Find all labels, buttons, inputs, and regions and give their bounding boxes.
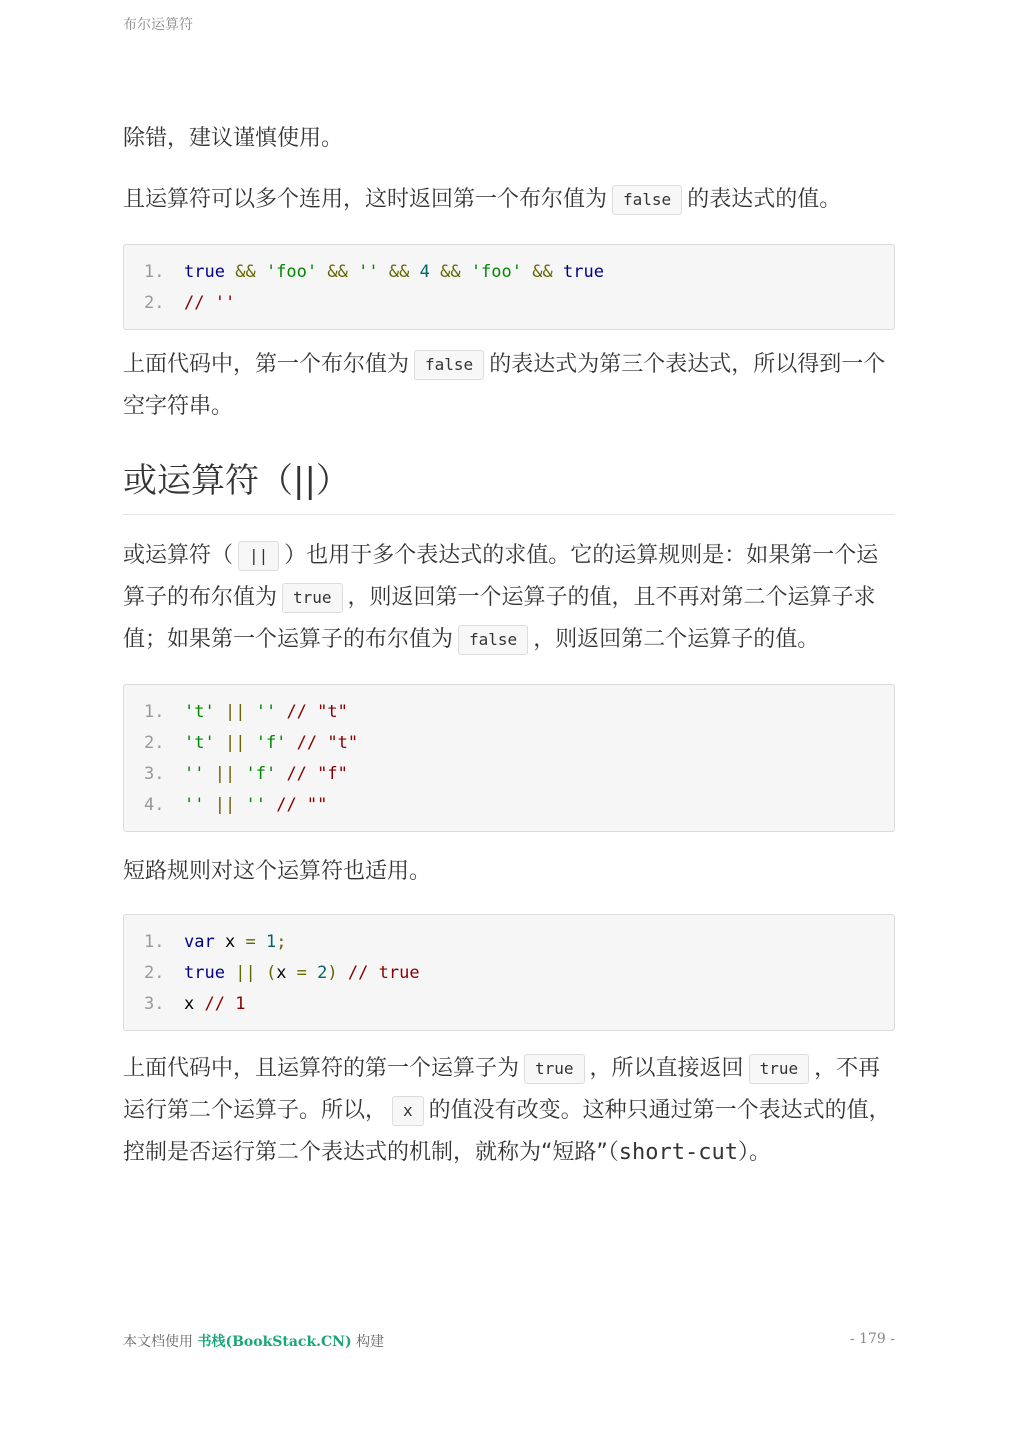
code-token (235, 764, 245, 784)
code-token (215, 733, 225, 753)
paragraph-4-text-b: ）也用于多个表达式的求值。它的运算规则是：如果第一个运算子的布尔值为 (123, 543, 879, 610)
code-token: '' (184, 795, 205, 815)
section-heading-or-operator: 或运算符（||） (123, 458, 895, 515)
paragraph-2-text-a: 且运算符可以多个连用，这时返回第一个布尔值为 (123, 187, 608, 212)
code-token: true (562, 262, 604, 282)
code-token: '' (245, 795, 266, 815)
code-line (144, 927, 874, 958)
code-token: && (327, 262, 348, 282)
code-line (144, 790, 874, 821)
line-number: 2. (144, 293, 165, 313)
paragraph-2-text-b: 的表达式的值。 (687, 187, 842, 212)
paragraph-5: 短路规则对这个运算符也适用。 (123, 859, 432, 884)
page-content (123, 118, 895, 1174)
paragraph-3 (123, 344, 895, 428)
line-number: 3. (144, 994, 165, 1014)
code-line (144, 257, 874, 288)
code-token: true (184, 963, 225, 983)
code-token: ; (276, 932, 287, 952)
code-token (522, 262, 532, 282)
line-number: 1. (144, 702, 165, 722)
code-token: = (296, 963, 307, 983)
code-token (317, 262, 327, 282)
code-token (245, 733, 255, 753)
code-token: && (235, 262, 256, 282)
code-token: 2 (317, 963, 328, 983)
code-token: // "" (276, 795, 328, 815)
code-token: // "t" (286, 702, 348, 722)
running-header: 布尔运算符 (123, 17, 193, 33)
code-line (144, 288, 874, 319)
code-token: 'f' (255, 733, 287, 753)
code-token: 'foo' (470, 262, 522, 282)
code-token (256, 932, 266, 952)
inline-mono-short-cut: short-cut (618, 1140, 739, 1165)
inline-code-true: true (282, 583, 343, 613)
inline-code-true: true (524, 1054, 585, 1084)
paragraph-6-text-d: 的值没有改变。这种只通过第一个表达式的值，控制是否运行第二个表达式的机制，就称为“短路”（ (123, 1098, 891, 1165)
code-token: // "t" (296, 733, 359, 753)
paragraph-6 (123, 1048, 895, 1174)
code-token: || (235, 963, 256, 983)
code-token (553, 262, 563, 282)
code-token (307, 963, 317, 983)
paragraph-4-text-a: 或运算符（ (123, 543, 234, 568)
code-token (286, 733, 296, 753)
inline-code-x: x (392, 1096, 424, 1126)
code-token (266, 795, 276, 815)
footer-suffix: 构建 (356, 1334, 385, 1350)
paragraph-1: 除错，建议谨慎使用。 (123, 126, 344, 151)
code-token (276, 702, 286, 722)
page-number: - 179 - (849, 1331, 895, 1347)
code-token: || (224, 733, 246, 753)
code-token: || (214, 764, 236, 784)
paragraph-3-text-b: 的表达式为第三个表达式，所以得到一个空字符串。 (123, 352, 886, 419)
code-line (144, 958, 874, 989)
code-token: '' (358, 262, 379, 282)
code-token (225, 262, 235, 282)
code-token: // '' (184, 293, 236, 313)
code-token: x (184, 994, 205, 1014)
paragraph-4-text-c: ，则返回第一个运算子的值，且不再对第二个运算子求值；如果第一个运算子的布尔值为 (123, 585, 876, 652)
code-token: // true (347, 963, 420, 983)
code-token (215, 702, 225, 722)
paragraph-6-text-a: 上面代码中，且运算符的第一个运算子为 (123, 1056, 520, 1081)
code-token: || (224, 702, 246, 722)
inline-code-or: || (238, 541, 279, 571)
line-number: 1. (144, 262, 165, 282)
code-token (256, 963, 266, 983)
code-token: && (440, 262, 461, 282)
code-token: x (214, 932, 246, 952)
code-block-and-chain (123, 244, 895, 330)
code-token: && (532, 262, 553, 282)
inline-code-false: false (458, 625, 528, 655)
code-token: = (245, 932, 256, 952)
paragraph-6-text-c: ，不再运行第二个运算子。所以， (123, 1056, 881, 1123)
footer-credit (123, 1331, 384, 1351)
paragraph-3-text-a: 上面代码中，第一个布尔值为 (123, 352, 410, 377)
code-token: var (184, 932, 215, 952)
code-token: '' (184, 764, 205, 784)
code-line (144, 759, 874, 790)
code-token (409, 262, 419, 282)
code-token: 1 (265, 932, 277, 952)
code-token: 4 (419, 262, 430, 282)
inline-code-false: false (414, 350, 484, 380)
code-token (379, 262, 389, 282)
code-token (235, 795, 245, 815)
code-token: && (388, 262, 410, 282)
line-number: 1. (144, 932, 165, 952)
paragraph-4 (123, 535, 895, 661)
code-token: '' (255, 702, 277, 722)
code-token: 'foo' (265, 262, 318, 282)
line-number: 3. (144, 764, 165, 784)
paragraph-6-text-b: ，所以直接返回 (589, 1056, 744, 1081)
code-token (348, 262, 358, 282)
code-line (144, 697, 874, 728)
footer-prefix: 本文档使用 (123, 1334, 193, 1350)
code-token (204, 795, 214, 815)
line-number: 2. (144, 963, 165, 983)
code-block-short-circuit (123, 914, 895, 1031)
code-token (204, 764, 214, 784)
code-token (430, 262, 440, 282)
code-token: // 1 (204, 994, 246, 1014)
code-token: true (184, 262, 225, 282)
code-token: 't' (184, 733, 215, 753)
code-token (225, 963, 235, 983)
code-token: x (276, 963, 297, 983)
code-token (276, 764, 286, 784)
code-token (338, 963, 348, 983)
inline-code-false: false (612, 185, 682, 215)
code-token: 't' (184, 702, 215, 722)
code-line (144, 989, 874, 1020)
line-number: 2. (144, 733, 165, 753)
code-block-or-examples (123, 684, 895, 832)
paragraph-2 (123, 179, 895, 221)
code-token (461, 262, 471, 282)
code-line (144, 728, 874, 759)
inline-code-true: true (749, 1054, 810, 1084)
code-token: // "f" (286, 764, 348, 784)
code-token: ) (327, 963, 338, 983)
footer-brand-link[interactable]: 书栈(BookStack.CN) (197, 1334, 352, 1350)
line-number: 4. (144, 795, 165, 815)
code-token (256, 262, 266, 282)
paragraph-4-text-d: ，则返回第二个运算子的值。 (533, 627, 820, 652)
code-token: || (214, 795, 236, 815)
code-token (245, 702, 255, 722)
paragraph-6-text-e: ）。 (738, 1140, 772, 1165)
code-token: ( (265, 963, 277, 983)
code-token: 'f' (245, 764, 277, 784)
